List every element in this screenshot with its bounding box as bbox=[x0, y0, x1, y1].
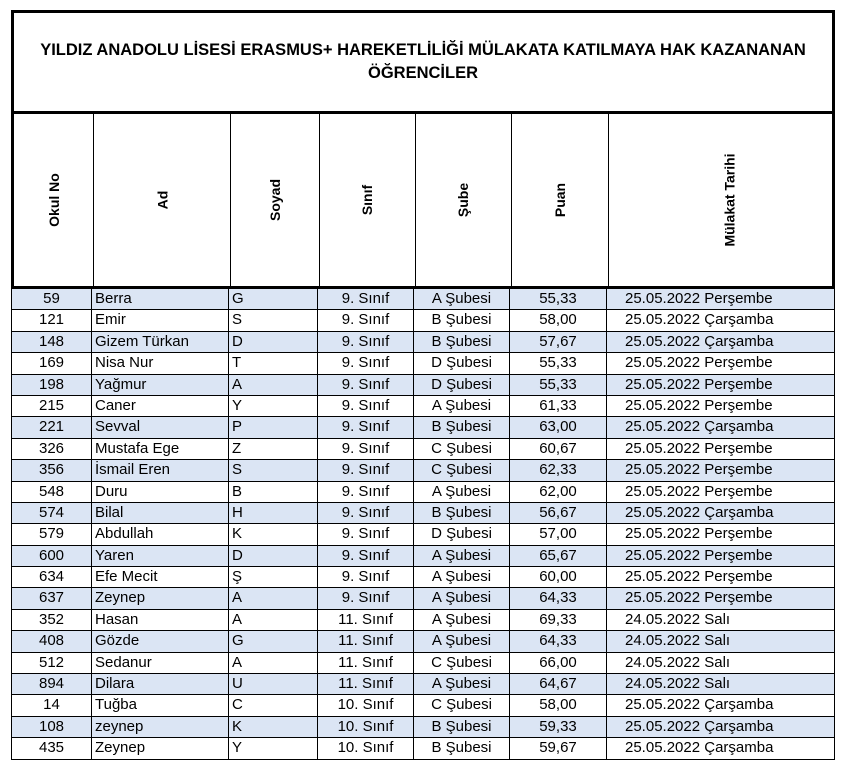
mulakat-tarihi-cell: 25.05.2022 Perşembe bbox=[606, 588, 834, 608]
sinif-cell: 9. Sınıf bbox=[317, 289, 413, 309]
okul-no-cell: 356 bbox=[38, 461, 65, 479]
table-row bbox=[11, 546, 835, 567]
table-row bbox=[11, 396, 835, 417]
header-okul-no-label: Okul No bbox=[45, 173, 62, 227]
mulakat-tarihi-cell: 24.05.2022 Salı bbox=[606, 674, 834, 694]
okul-no-cell: 634 bbox=[38, 568, 65, 586]
sinif-cell: 11. Sınıf bbox=[317, 631, 413, 651]
mulakat-tarihi-cell: 24.05.2022 Salı bbox=[606, 653, 834, 673]
sube-cell: D Şubesi bbox=[413, 353, 509, 373]
mulakat-tarihi-cell: 25.05.2022 Çarşamba bbox=[606, 738, 834, 758]
soyad-cell: G bbox=[228, 631, 317, 651]
table-row bbox=[11, 417, 835, 438]
puan-cell: 64,33 bbox=[509, 631, 606, 651]
sinif-cell: 11. Sınıf bbox=[317, 653, 413, 673]
header-mulakat-tarihi-label: Mülakat Tarihi bbox=[721, 153, 738, 247]
okul-no-cell: 121 bbox=[38, 311, 65, 329]
sinif-cell: 10. Sınıf bbox=[317, 695, 413, 715]
ad-cell: Bilal bbox=[91, 503, 228, 523]
ad-cell: Sevval bbox=[91, 417, 228, 437]
okul-no-cell: 548 bbox=[38, 482, 65, 500]
sinif-cell: 9. Sınıf bbox=[317, 417, 413, 437]
sube-cell: A Şubesi bbox=[413, 567, 509, 587]
ad-cell: Emir bbox=[91, 310, 228, 330]
table-row bbox=[11, 460, 835, 481]
table-header-row bbox=[11, 111, 835, 289]
puan-cell: 56,67 bbox=[509, 503, 606, 523]
sube-cell: A Şubesi bbox=[413, 289, 509, 309]
header-sube-label: Şube bbox=[455, 182, 472, 218]
table-row bbox=[11, 610, 835, 631]
sube-cell: A Şubesi bbox=[413, 546, 509, 566]
soyad-cell: T bbox=[228, 353, 317, 373]
ad-cell: Abdullah bbox=[91, 524, 228, 544]
puan-cell: 58,00 bbox=[509, 310, 606, 330]
mulakat-tarihi-cell: 24.05.2022 Salı bbox=[606, 610, 834, 630]
mulakat-tarihi-cell: 25.05.2022 Perşembe bbox=[606, 375, 834, 395]
table-row bbox=[11, 717, 835, 738]
sube-cell: A Şubesi bbox=[413, 631, 509, 651]
table-row bbox=[11, 332, 835, 353]
puan-cell: 55,33 bbox=[509, 289, 606, 309]
sube-cell: B Şubesi bbox=[413, 417, 509, 437]
header-soyad-label: Soyad bbox=[266, 178, 283, 222]
puan-cell: 64,67 bbox=[509, 674, 606, 694]
sube-cell: A Şubesi bbox=[413, 396, 509, 416]
ad-cell: zeynep bbox=[91, 717, 228, 737]
header-puan-label: Puan bbox=[551, 182, 568, 218]
okul-no-cell: 59 bbox=[43, 290, 60, 307]
ad-cell: Duru bbox=[91, 482, 228, 502]
soyad-cell: B bbox=[228, 482, 317, 502]
puan-cell: 61,33 bbox=[509, 396, 606, 416]
ad-cell: Berra bbox=[91, 289, 228, 309]
mulakat-tarihi-cell: 25.05.2022 Çarşamba bbox=[606, 417, 834, 437]
sinif-cell: 11. Sınıf bbox=[317, 674, 413, 694]
okul-no-cell: 600 bbox=[38, 546, 65, 564]
sube-cell: C Şubesi bbox=[413, 460, 509, 480]
ad-cell: Zeynep bbox=[91, 738, 228, 758]
soyad-cell: A bbox=[228, 610, 317, 630]
soyad-cell: A bbox=[228, 653, 317, 673]
ad-cell: Gizem Türkan bbox=[91, 332, 228, 352]
ad-cell: Yağmur bbox=[91, 375, 228, 395]
sube-cell: D Şubesi bbox=[413, 524, 509, 544]
sube-cell: B Şubesi bbox=[413, 503, 509, 523]
okul-no-cell: 221 bbox=[38, 418, 65, 436]
mulakat-tarihi-cell: 25.05.2022 Perşembe bbox=[606, 353, 834, 373]
ad-cell: Tuğba bbox=[91, 695, 228, 715]
soyad-cell: D bbox=[228, 546, 317, 566]
sinif-cell: 9. Sınıf bbox=[317, 310, 413, 330]
puan-cell: 55,33 bbox=[509, 353, 606, 373]
puan-cell: 63,00 bbox=[509, 417, 606, 437]
mulakat-tarihi-cell: 25.05.2022 Çarşamba bbox=[606, 503, 834, 523]
header-puan bbox=[511, 114, 608, 286]
sinif-cell: 9. Sınıf bbox=[317, 588, 413, 608]
okul-no-cell: 352 bbox=[38, 610, 65, 628]
header-sinif bbox=[319, 114, 415, 286]
soyad-cell: U bbox=[228, 674, 317, 694]
mulakat-tarihi-cell: 25.05.2022 Çarşamba bbox=[606, 695, 834, 715]
sinif-cell: 9. Sınıf bbox=[317, 567, 413, 587]
sinif-cell: 9. Sınıf bbox=[317, 353, 413, 373]
okul-no-cell: 574 bbox=[38, 503, 65, 521]
mulakat-tarihi-cell: 25.05.2022 Perşembe bbox=[606, 396, 834, 416]
ad-cell: Zeynep bbox=[91, 588, 228, 608]
sinif-cell: 9. Sınıf bbox=[317, 524, 413, 544]
soyad-cell: Y bbox=[228, 396, 317, 416]
table-row bbox=[11, 588, 835, 609]
puan-cell: 62,33 bbox=[509, 460, 606, 480]
soyad-cell: K bbox=[228, 524, 317, 544]
puan-cell: 69,33 bbox=[509, 610, 606, 630]
ad-cell: Efe Mecit bbox=[91, 567, 228, 587]
sube-cell: B Şubesi bbox=[413, 332, 509, 352]
okul-no-cell: 169 bbox=[38, 354, 65, 372]
puan-cell: 60,67 bbox=[509, 439, 606, 459]
sube-cell: B Şubesi bbox=[413, 310, 509, 330]
mulakat-tarihi-cell: 25.05.2022 Perşembe bbox=[606, 567, 834, 587]
table-row bbox=[11, 567, 835, 588]
sinif-cell: 10. Sınıf bbox=[317, 717, 413, 737]
mulakat-tarihi-cell: 25.05.2022 Çarşamba bbox=[606, 717, 834, 737]
puan-cell: 65,67 bbox=[509, 546, 606, 566]
soyad-cell: Z bbox=[228, 439, 317, 459]
table-row bbox=[11, 524, 835, 545]
ad-cell: Caner bbox=[91, 396, 228, 416]
okul-no-cell: 14 bbox=[43, 696, 60, 714]
sube-cell: B Şubesi bbox=[413, 738, 509, 758]
table-row bbox=[11, 310, 835, 331]
sube-cell: A Şubesi bbox=[413, 610, 509, 630]
ad-cell: Yaren bbox=[91, 546, 228, 566]
table-row bbox=[11, 738, 835, 759]
ad-cell: İsmail Eren bbox=[91, 460, 228, 480]
table-row bbox=[11, 482, 835, 503]
mulakat-tarihi-cell: 25.05.2022 Perşembe bbox=[606, 439, 834, 459]
table-row bbox=[11, 289, 835, 310]
sube-cell: C Şubesi bbox=[413, 653, 509, 673]
soyad-cell: S bbox=[228, 310, 317, 330]
soyad-cell: H bbox=[228, 503, 317, 523]
header-ad bbox=[93, 114, 230, 286]
puan-cell: 57,00 bbox=[509, 524, 606, 544]
okul-no-cell: 148 bbox=[38, 332, 65, 350]
puan-cell: 59,33 bbox=[509, 717, 606, 737]
ad-cell: Mustafa Ege bbox=[91, 439, 228, 459]
header-sinif-label: Sınıf bbox=[359, 184, 376, 216]
puan-cell: 59,67 bbox=[509, 738, 606, 758]
mulakat-tarihi-cell: 25.05.2022 Çarşamba bbox=[606, 310, 834, 330]
okul-no-cell: 579 bbox=[38, 525, 65, 543]
table-row bbox=[11, 695, 835, 716]
soyad-cell: G bbox=[228, 289, 317, 309]
sube-cell: A Şubesi bbox=[413, 482, 509, 502]
header-ad-label: Ad bbox=[153, 190, 170, 210]
mulakat-tarihi-cell: 25.05.2022 Perşembe bbox=[606, 482, 834, 502]
ad-cell: Sedanur bbox=[91, 653, 228, 673]
sinif-cell: 9. Sınıf bbox=[317, 460, 413, 480]
soyad-cell: Y bbox=[228, 738, 317, 758]
puan-cell: 55,33 bbox=[509, 375, 606, 395]
sinif-cell: 9. Sınıf bbox=[317, 396, 413, 416]
mulakat-tarihi-cell: 24.05.2022 Salı bbox=[606, 631, 834, 651]
mulakat-tarihi-cell: 25.05.2022 Perşembe bbox=[606, 546, 834, 566]
mulakat-tarihi-cell: 25.05.2022 Perşembe bbox=[606, 460, 834, 480]
header-mulakat-tarihi bbox=[608, 114, 832, 286]
sube-cell: D Şubesi bbox=[413, 375, 509, 395]
table-body bbox=[11, 289, 835, 760]
ad-cell: Nisa Nur bbox=[91, 353, 228, 373]
mulakat-tarihi-cell: 25.05.2022 Perşembe bbox=[606, 524, 834, 544]
header-okul-no bbox=[14, 114, 93, 286]
puan-cell: 57,67 bbox=[509, 332, 606, 352]
sinif-cell: 11. Sınıf bbox=[317, 610, 413, 630]
ad-cell: Hasan bbox=[91, 610, 228, 630]
okul-no-cell: 408 bbox=[38, 632, 65, 650]
table-row bbox=[11, 375, 835, 396]
sube-cell: A Şubesi bbox=[413, 674, 509, 694]
header-soyad bbox=[230, 114, 319, 286]
ad-cell: Dilara bbox=[91, 674, 228, 694]
table-row bbox=[11, 674, 835, 695]
sube-cell: A Şubesi bbox=[413, 588, 509, 608]
puan-cell: 66,00 bbox=[509, 653, 606, 673]
table-row bbox=[11, 653, 835, 674]
soyad-cell: K bbox=[228, 717, 317, 737]
soyad-cell: C bbox=[228, 695, 317, 715]
okul-no-cell: 637 bbox=[38, 589, 65, 607]
sinif-cell: 10. Sınıf bbox=[317, 738, 413, 758]
okul-no-cell: 894 bbox=[38, 675, 65, 693]
table-row bbox=[11, 631, 835, 652]
sinif-cell: 9. Sınıf bbox=[317, 503, 413, 523]
puan-cell: 62,00 bbox=[509, 482, 606, 502]
soyad-cell: S bbox=[228, 460, 317, 480]
soyad-cell: A bbox=[228, 588, 317, 608]
page-title: YILDIZ ANADOLU LİSESİ ERASMUS+ HAREKETLİLİĞİ MÜLAKATA KATILMAYA HAK KAZANANAN ÖĞRENCİLER bbox=[40, 41, 806, 82]
sinif-cell: 9. Sınıf bbox=[317, 375, 413, 395]
sube-cell: B Şubesi bbox=[413, 717, 509, 737]
okul-no-cell: 108 bbox=[38, 717, 65, 735]
mulakat-tarihi-cell: 25.05.2022 Perşembe bbox=[606, 289, 834, 309]
okul-no-cell: 326 bbox=[38, 439, 65, 457]
puan-cell: 64,33 bbox=[509, 588, 606, 608]
okul-no-cell: 198 bbox=[38, 375, 65, 393]
sinif-cell: 9. Sınıf bbox=[317, 546, 413, 566]
soyad-cell: P bbox=[228, 417, 317, 437]
puan-cell: 58,00 bbox=[509, 695, 606, 715]
okul-no-cell: 512 bbox=[38, 653, 65, 671]
okul-no-cell: 215 bbox=[38, 396, 65, 414]
student-list-sheet bbox=[11, 10, 835, 760]
mulakat-tarihi-cell: 25.05.2022 Çarşamba bbox=[606, 332, 834, 352]
puan-cell: 60,00 bbox=[509, 567, 606, 587]
sube-cell: C Şubesi bbox=[413, 695, 509, 715]
table-row bbox=[11, 439, 835, 460]
table-row bbox=[11, 353, 835, 374]
sinif-cell: 9. Sınıf bbox=[317, 482, 413, 502]
soyad-cell: Ş bbox=[228, 567, 317, 587]
sinif-cell: 9. Sınıf bbox=[317, 332, 413, 352]
sube-cell: C Şubesi bbox=[413, 439, 509, 459]
sinif-cell: 9. Sınıf bbox=[317, 439, 413, 459]
soyad-cell: A bbox=[228, 375, 317, 395]
ad-cell: Gözde bbox=[91, 631, 228, 651]
okul-no-cell: 435 bbox=[38, 739, 65, 757]
title-box bbox=[11, 10, 835, 111]
table-row bbox=[11, 503, 835, 524]
soyad-cell: D bbox=[228, 332, 317, 352]
header-sube bbox=[415, 114, 511, 286]
